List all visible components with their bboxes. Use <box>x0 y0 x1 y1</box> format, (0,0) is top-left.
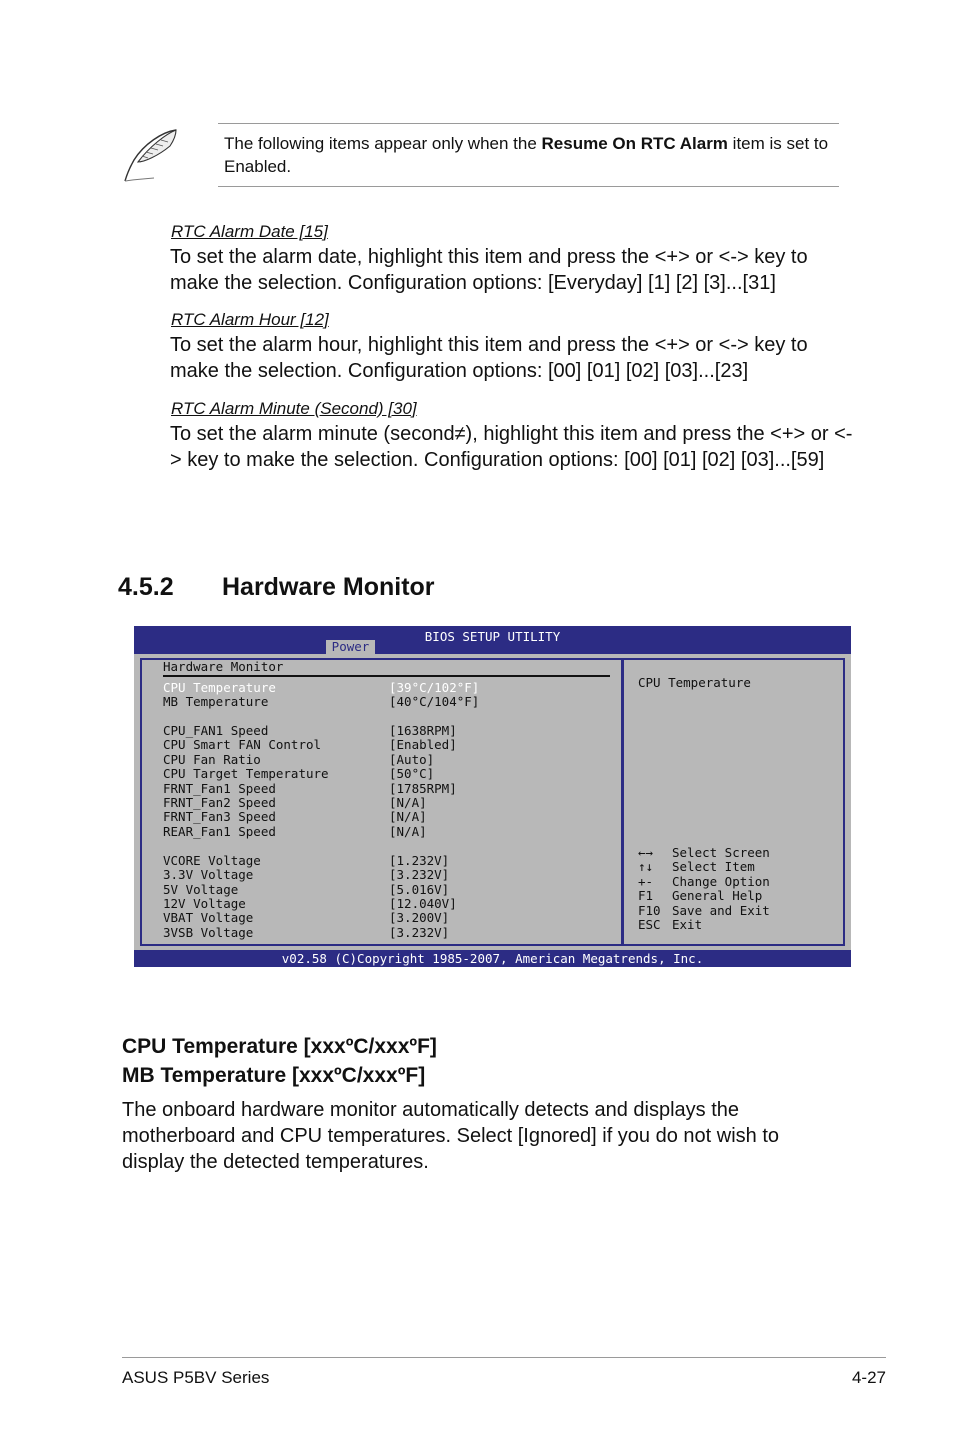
bios-row-label: 12V Voltage <box>163 896 246 911</box>
key-hint-desc: Select Item <box>672 859 755 874</box>
bios-panel-divider <box>621 658 624 946</box>
footer-page-number: 4-27 <box>851 1368 886 1387</box>
section-title: Hardware Monitor <box>222 573 435 601</box>
bios-row-label: FRNT_Fan1 Speed <box>163 781 276 796</box>
note-text: The following items appear only when the Resume On RTC Alarm item is set to Enabled. <box>224 134 829 176</box>
bios-row-value: [5.016V] <box>389 882 450 897</box>
bios-row-value: [1785RPM] <box>389 781 457 796</box>
bios-row-label: MB Temperature <box>163 694 269 709</box>
rtc-alarm-minute-title: RTC Alarm Minute (Second) [30] <box>171 399 417 418</box>
key-hint-desc: Save and Exit <box>672 903 770 918</box>
bios-row-value: [39°C/102°F] <box>389 680 480 695</box>
bios-row-value: [3.232V] <box>389 925 450 940</box>
bios-row-value: [N/A] <box>389 824 427 839</box>
bios-row-label: 3VSB Voltage <box>163 925 254 940</box>
bios-row-label: FRNT_Fan2 Speed <box>163 795 276 810</box>
rtc-alarm-hour-title: RTC Alarm Hour [12] <box>171 310 329 329</box>
key-hint-key: F10 <box>638 903 661 918</box>
bios-row-value: [N/A] <box>389 795 427 810</box>
bios-row-label: CPU Fan Ratio <box>163 752 261 767</box>
temperature-description: The onboard hardware monitor automatically detects and displays the motherboard and CPU temperatures. Select [Ignored] if you do not wish to display the detected temperatures. <box>122 1099 780 1173</box>
up-down-arrows-icon: ↑↓ <box>638 859 654 874</box>
key-hint-key: +- <box>638 874 654 889</box>
bios-row-label: CPU Temperature <box>163 680 276 695</box>
key-hint-desc: Change Option <box>672 874 770 889</box>
key-hint-key: F1 <box>638 888 654 903</box>
bios-copyright: v02.58 (C)Copyright 1985-2007, American Megatrends, Inc. <box>281 951 704 966</box>
bios-help-text: CPU Temperature <box>638 675 751 690</box>
bios-row-value: [50°C] <box>389 766 435 781</box>
bios-row-label: VBAT Voltage <box>163 910 254 925</box>
footer-product-name: ASUS P5BV Series <box>122 1368 270 1387</box>
rtc-alarm-date-description: To set the alarm date, highlight this item and press the <+> or <-> key to make the selection. Configuration options: [Everyday] [1] [2] [3]...[31] <box>170 246 808 294</box>
section-number: 4.5.2 <box>118 573 174 601</box>
rtc-alarm-minute-description: To set the alarm minute (second≠), highlight this item and press the <+> or <-> key to make the selection. Configuration options: [00] [01] [02] [03]...[59] <box>170 423 853 471</box>
key-hint-key: ESC <box>638 917 661 932</box>
bios-row-value: [N/A] <box>389 809 427 824</box>
bios-row-label: FRNT_Fan3 Speed <box>163 809 276 824</box>
tab-power[interactable]: Power <box>326 640 375 654</box>
rtc-alarm-hour-description: To set the alarm hour, highlight this item and press the <+> or <-> key to make the selection. Configuration options: [00] [01] [02] [03]...[23] <box>170 334 808 382</box>
bios-row-value: [1.232V] <box>389 853 450 868</box>
bios-row-value: [12.040V] <box>389 896 457 911</box>
note-top-rule <box>218 123 839 124</box>
bios-row-value: [3.200V] <box>389 910 450 925</box>
bios-row-label: REAR_Fan1 Speed <box>163 824 276 839</box>
bios-section-title: Hardware Monitor <box>163 659 284 674</box>
bios-row-value: [Auto] <box>389 752 435 767</box>
bios-row-label: VCORE Voltage <box>163 853 261 868</box>
bios-row-label: CPU_FAN1 Speed <box>163 723 269 738</box>
bios-row-value: [3.232V] <box>389 867 450 882</box>
mb-temperature-heading: MB Temperature [xxxºC/xxxºF] <box>122 1064 426 1087</box>
key-hint-desc: Select Screen <box>672 845 770 860</box>
bios-row-label: CPU Smart FAN Control <box>163 737 322 752</box>
note-bottom-rule <box>218 186 839 187</box>
bios-screen <box>134 626 851 967</box>
bios-row-value: [1638RPM] <box>389 723 457 738</box>
bios-row-value: [Enabled] <box>389 737 457 752</box>
left-right-arrows-icon: ←→ <box>638 845 654 860</box>
bios-row-label: 5V Voltage <box>163 882 239 897</box>
footer-rule <box>122 1357 886 1358</box>
bios-settings-list <box>134 626 621 946</box>
bios-row-label: 3.3V Voltage <box>163 867 254 882</box>
bios-row-label: CPU Target Temperature <box>163 766 329 781</box>
rtc-alarm-date-title: RTC Alarm Date [15] <box>171 222 328 241</box>
key-hint-desc: Exit <box>672 917 703 932</box>
key-hint-desc: General Help <box>672 888 763 903</box>
cpu-temperature-heading: CPU Temperature [xxxºC/xxxºF] <box>122 1035 437 1058</box>
feather-pen-icon <box>118 126 184 186</box>
bios-title: BIOS SETUP UTILITY <box>424 629 561 644</box>
bios-row-value: [40°C/104°F] <box>389 694 480 709</box>
